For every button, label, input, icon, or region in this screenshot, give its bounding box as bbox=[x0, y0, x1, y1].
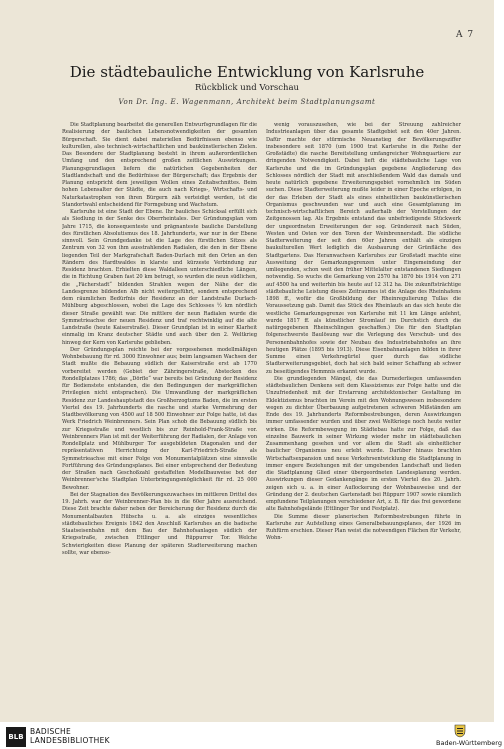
paragraph: Die Stadtplanung bearbeitet die generellen Entwurfsgrundlagen für die Realisierung der baulichen Lebensnotwendigkeiten der gesamten Bürgerschaft. Sie dient dabei materiellen Bedürfnissen ebenso wie kulturellen, also technisch-wirtschaftlichen und baukünstlerischen Zielen. Das Besondere der Stadtplanung besteht in ihrem außerordentlichen Umfang und den entsprechend großen zeitlichen Auswirkungen. Planungsgrundlagen liefern die natürlichen Gegebenheiten der Stadtlandschaft und die Bedürfnisse der Bürgerschaft; das Ergebnis der Planung entspricht dem jeweiligen Wollen eines Zeitabschnittes. Beim hohen Lebensalter der Städte, die auch nach Kriegs-, Wirtschafts- und Naturkatastrophen von ihren Bürgern zäh verteidigt werden, ist die Standortwahl entscheidend für Formgebung und Wachstum. bbox=[62, 122, 257, 208]
article-subtitle: Rückblick und Vorschau bbox=[194, 83, 300, 93]
library-name[interactable] bbox=[30, 727, 110, 745]
paragraph: Bei der Stagnation des Bevölkerungszuwachses im mittleren Drittel des 19. Jahrh. war der Weinbrenner-Plan bis in die 60er Jahre ausreichend. Diese Zeit brachte daher neben der Bereicherung der Residenz durch die Monumentalbauten Hübschs u. a. als einziges wesentliches städtebauliches Ereignis 1842 den Anschluß Karlsruhes an die badische Staatseisenbahn mit dem Bau der Bahnhofsanlagen südlich der Kriegsstraße, zwischen Ettlinger und Rüppurrer Tor. Welche Schwierigkeiten diese Planung der späteren Stadterweiterung machen sollte, war ebenso- bbox=[62, 491, 257, 556]
blb-logo-icon[interactable]: BLB bbox=[6, 727, 26, 747]
text-column-right bbox=[266, 122, 461, 698]
paragraph: Der Gründungsplan reichte bei der vorgesehenen modellmäßigen Wohnbebauung für rd. 3000 Einwohner aus; beim langsamen Wachsen der Stadt mußte die Bebauung südlich der Kaiserstraße erst ab 1770 vorbereitet werden (Gebiet der Zähringerstraße, Abstecken des Rondellplatzes 1786; das „Dörfle“ war bereits bei Gründung der Residenz für Bedienstete entstanden, die den Bedingungen der markgräflichen Privilegien nicht entsprachen). Die Umwandlung der markgräflichen Residenz zur Landeshauptstadt des Großherzogtums Baden, die im ersten Viertel des 19. Jahrhunderts die rasche und starke Vermehrung der Stadtbevölkerung von 4500 auf 18 500 Einwohner zur Folge hatte, ist das Werk Friedrich Weinbrenners. Sein Plan schob die Bebauung südlich bis zur Kriegsstraße und westlich bis zur Reinhold-Frank-Straße vor. Weinbrenners Plan ist mit der Weiterführung der Radialen, der Anlage von Rondellplatz und Mühlburger Tor ausgebildeten Diagonalen und der repräsentativen Herrichtung der Karl-Friedrich-Straße als Symmetrieachse mit einer Folge von Monumentalplätzen eine sinnvolle Fortführung des Gründungsplanes. Bei einer entsprechend der Bedeutung der Straßen nach Geschoßzahl gestaffelten Modellbauweise bot der Weinbrenner'sche Stadtplan Unterbringungsmöglichkeit für rd. 25 000 Bewohner. bbox=[62, 346, 257, 491]
paragraph: Die grundlegenden Mängel, die das Durnederliegen umfassenden städtebaulichen Denkens seit dem Klassizismus zur Folge hatte und die Unzufriedenheit mit der Erstarrung architektonischer Gestaltung im Eklektizismus brachten im Verein mit den Wohnungswesen insbesondere wegen zu dichter Überbauung aufgetretenen schweren Mißständen am Ende des 19. Jahrhunderts Reformbestrebungen, deren Auswirkungen immer umfassender wurden und über zwei Weltkriege noch heute weiter wirken. Die Reformbewegung im Städtebau hatte zur Folge, daß das einzelne Bauwerk in seiner Wirkung wieder mehr im städtebaulichen Zusammenhang gesehen und vor allem die Stadt als einheitlicher baulicher Organismus neu erlebt wurde. Darüber hinaus brachten Wirtschaftsexpansion und neue Verkehrsentwicklung die Stadtplanung in immer engere Beziehungen mit der umgebenden Landschaft und lieden die Stadtplanung Glied einer übergeordneten Landesplanung werden. Auswirkungen dieser Gedankengänge im ersten Viertel des 20. Jahrh. zeigen sich u. a. in einer Auflockerung der Wohnbauweise und der Gründung der 2. deutschen Gartenstadt bei Rüppurr 1907 sowie räumlich empfundene Teilplanungen verschiedener Art, z. B. für das frei gewordene alte Bahnhofsgelände (Ettlinger Tor und Festplatz). bbox=[266, 375, 461, 513]
state-label[interactable]: Baden-Württemberg bbox=[436, 739, 502, 747]
article-title: Die städtebauliche Entwicklung von Karlsruhe bbox=[69, 63, 425, 81]
paragraph: Karlsruhe ist eine Stadt der Ebene. Ihr bauliches Schicksal erfüllt sich als Siedlung in der Senke des Oberrheintales. Der Gründungsplan vom Jahre 1715, die konsequenteste und prägnanteste bauliche Darstellung des fürstlichen Absolutismus des 18. Jahrhunderts, war nur in der Ebene sinnvoll. Sein Grundgedanke ist die Lage des fürstlichen Sitzes als Zentrum von 32 von ihm ausstrahlenden Radialen, die den in der Ebene liegenden Teil der Markgrafschaft Baden-Durlach mit den Orten an den Rändern des Hardtwaldes in klarste und kürzeste Verbindung zur Residenz brachten. Erhielten diese Waldalleen unterschiedliche Längen, die in Richtung Graben fast 20 km betrugt, so wurden die neun südlichen, die „Fächerstadt“ bildenden Strahlen wegen der Nähe der die Landesgrenze bildenden Alb nicht weitergeführt, sondern entsprechend dem räumlichen Bedürfnis der Residenz an der Landstraße Durlach-Mühlburg abgeschlossen, wobei die Lage des Schlosses ½ km nördlich dieser Straße gewählt war. Die mittlere der neun Radialen wurde die Symmetrieachse der neuen Residenz und traf rechtwinklig auf die alte Landstraße (heute Kaiserstraße). Dieser Grundplan ist in seiner Klarheit einmalig im Kranz deutscher Städte und auch über den 2. Weltkrieg hinweg der Kern von Karlsruhe geblieben. bbox=[62, 209, 257, 346]
paragraph: wenig vorauszusehen, wie bei der Streuung zahlreicher Industrieanlagen über das gesamte Stadtgebiet seit den 40er Jahren. Dafür machte der stürmische Neuanstieg der Bevölkerungsziffer insbesondere seit 1870 (um 1900 trat Karlsruhe in die Reihe der Großstädte) die rasche Bereitstellung umfangreicher Wohnquartiere zur dringenden Notwendigkeit. Dabei lieft die städtebauliche Lage von Karlsruhe und die im Gründungsplan gegebene Angliederung des Schlosses nördlich der Stadt mit anschließendem Wald das damals und heute natürlich gegebene Erweiterungsgebiet vornehmlich im Süden suchen. Diese Stadterweiterung mußte leider in einer Epoche erfolgen, in der das Erleben der Stadt als eines einheitlichen baukünstlerischen Organismus geschwunden war und auch eine Gesamtplanung im technisch-wirtschaftlichen Bereich außerhalb der Vorstellungen der Zeitgenossen lag. Als Ergebnis entstand das unbefriedigende Stückwerk der ungeordneten Erweiterungen der sog. Gründerzeit nach Süden, Westen und Osten vor den Toren der Weinbrennerstadt. Die südliche Stadterweiterung der seit den 60er Jahren enthält als einzigen baukulturellen Wert lediglich die Ausbaurung der Grünfläche des Stadtgartens. Das Heranwachsen Karlsruhes zur Großstadt machte eine Ausweitung der Gemarkungsgrenzen unter Eingemeindung der umliegenden, schon weit den früher Mittelalter entstandenen Siedlungen notwendig. So wuchs die Gemarkung von 2570 ha 1870 bis 1914 von 271 auf 4500 ha und weiterhin bis heute auf 12 312 ha. Die zukunftsträchtige städtebauliche Leistung dieses Zeitraumes ist die Anlage des Rheinhafens 1898 ff., wofür die Großbildung der Rheinregulierung Tullas die Voraussetzung gab. Damit das Stück des Rheinlaufs an das sich heute die westliche Gemarkungsgrenze von Karlsruhe mit 11 km Länge anlehnt, wurde 1817 ff. als künstlicher Stromlauf im Durchstich durch die natürgegebenen Rheinschlingen geschaffen.) Die für den Stadtplan folgenschwerste Baulösung war die Verlegung des Verschub- und des Personenbahnhofes sowie der Neubau des Industriebahnhofes an ihre heutigen Plätze (1895 bis 1913). Diese Eisenbahnanlagen bilden in ihrer Summe einen Verkehrsgürtel quer durch das südliche Stadterweiterungsgebiet, doch hat sich bald seiner Schaffung ab schwer zu beseitigendes Hemmnis erkannt wurde. bbox=[266, 122, 461, 375]
library-name-line1: BADISCHE bbox=[30, 727, 72, 736]
library-name-line2: LANDESBIBLIOTHEK bbox=[30, 736, 110, 745]
coat-of-arms-icon bbox=[454, 724, 466, 738]
text-column-left bbox=[62, 122, 257, 698]
paragraph: Die Summe dieser planerischen Reformbestrebungen führte in Karlsruhe zur Aufstellung eines Generalbebauungsplanes, der 1926 im Ruhfürm erschien. Dieser Plan weist die notwendigen Flächen für Verkehr, Wohn- bbox=[266, 513, 461, 542]
page-number: A 7 bbox=[456, 30, 475, 40]
page-margin bbox=[494, 0, 504, 749]
article-author: Von Dr. Ing. E. Wagenmann, Architekt beim Stadtplanungsamt bbox=[118, 98, 376, 106]
